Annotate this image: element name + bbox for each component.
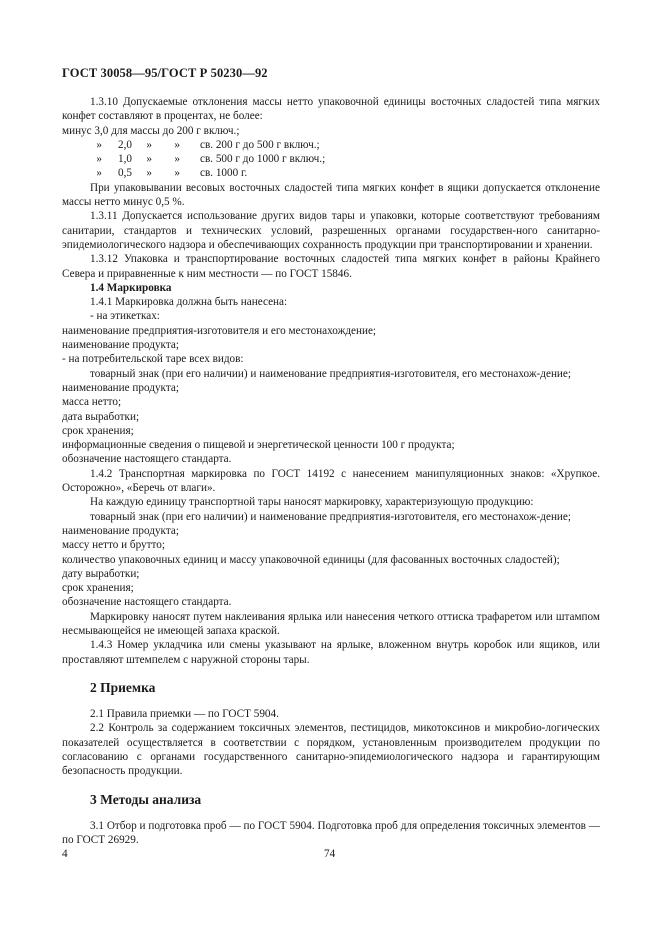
list-item: масса нетто; xyxy=(62,396,122,409)
ditto-mark: » xyxy=(96,167,102,180)
deviation-value: 0,5 xyxy=(118,167,132,180)
ditto-mark: » xyxy=(174,167,180,180)
deviation-line-1: минус 3,0 для массы до 200 г включ.; xyxy=(62,124,240,137)
ditto-mark: » xyxy=(96,153,102,166)
ditto-mark: » xyxy=(174,153,180,166)
paragraph-2-2: 2.2 Контроль за содержанием токсичных элементов, пестицидов, микотоксинов и микробио-логических показателей осуществляется в соответствии с порядком, установленным производителем продукции по согласованию с органами государственного санитарно-эпидемиологического надзора и гарантирующим безопасность продукции. xyxy=(62,722,600,778)
list-item: информационные сведения о пищевой и энергетической ценности 100 г продукта; xyxy=(62,439,455,452)
deviation-row xyxy=(62,166,600,180)
list-item: дата выработки; xyxy=(62,410,140,423)
mass-range: св. 500 г до 1000 г включ.; xyxy=(200,153,326,166)
paragraph-weighing: При упаковывании весовых восточных сладостей типа мягких конфет в ящики допускается отклонение массы нетто минус 0,5 %. xyxy=(62,181,600,209)
paragraph-1-3-11: 1.3.11 Допускается использование других видов тары и упаковки, которые соответствуют требованиям санитарии, стандартов и технических условий, разрешенных органами государствен-ного санитарно-эпидемиологического надзора и обеспечивающих сохранность продукции при транспортировании и хранении. xyxy=(62,210,600,251)
list-item: наименование продукта; xyxy=(62,339,179,352)
section-3-title: 3 Методы анализа xyxy=(90,791,202,807)
paragraph-3-1: 3.1 Отбор и подготовка проб — по ГОСТ 5904. Подготовка проб для определения токсичных элементов — по ГОСТ 26929. xyxy=(62,819,600,847)
list-item: - на потребительской таре всех видов: xyxy=(62,353,244,366)
list-item: товарный знак (при его наличии) и наименование предприятия-изготовителя, его местонахож-дение; xyxy=(90,367,571,380)
list-item: массу нетто и брутто; xyxy=(62,539,165,552)
list-item: наименование продукта; xyxy=(62,381,179,394)
document-header: ГОСТ 30058—95/ГОСТ Р 50230—92 xyxy=(62,66,268,80)
mass-range: св. 1000 г. xyxy=(200,167,248,180)
list-item: срок хранения; xyxy=(62,582,134,595)
ditto-mark: » xyxy=(146,138,152,151)
ditto-mark: » xyxy=(174,138,180,151)
page-number-center: 74 xyxy=(324,848,336,860)
list-item: наименование продукта; xyxy=(62,524,179,537)
paragraph-1-4-1: 1.4.1 Маркировка должна быть нанесена: xyxy=(90,296,288,309)
list-item: количество упаковочных единиц и массу упаковочной единицы (для фасованных восточных сладостей); xyxy=(62,553,560,566)
list-item: обозначение настоящего стандарта. xyxy=(62,596,232,609)
mass-range: св. 200 г до 500 г включ.; xyxy=(200,138,320,151)
list-item: дату выработки; xyxy=(62,567,140,580)
list-item: обозначение настоящего стандарта. xyxy=(62,453,232,466)
ditto-mark: » xyxy=(96,138,102,151)
deviation-row xyxy=(62,138,600,152)
list-item: товарный знак (при его наличии) и наименование предприятия-изготовителя, его местонахож-дение; xyxy=(90,510,571,523)
list-item: - на этикетках: xyxy=(90,310,160,323)
list-item: срок хранения; xyxy=(62,424,134,437)
section-2-title: 2 Приемка xyxy=(90,679,156,695)
deviation-value: 1,0 xyxy=(118,153,132,166)
paragraph-transport: На каждую единицу транспортной тары наносят маркировку, характеризующую продукцию: xyxy=(90,496,534,509)
paragraph-1-4-2: 1.4.2 Транспортная маркировка по ГОСТ 14192 с нанесением манипуляционных знаков: «Хрупкое. Осторожно», «Беречь от влаги». xyxy=(62,467,600,495)
paragraph-2-1: 2.1 Правила приемки — по ГОСТ 5904. xyxy=(90,708,279,721)
paragraph-label: Маркировку наносят путем наклеивания ярлыка или нанесения четкого оттиска трафаретом или штампом несмывающейся не имеющей запаха краской. xyxy=(62,610,600,637)
paragraph-1-4-3: 1.4.3 Номер укладчика или смены указывают на ярлыке, вложенном внутрь коробок или ящиков, или проставляют штемпелем с наружной стороны тары. xyxy=(62,639,600,666)
subsection-1-4-title: 1.4 Маркировка xyxy=(90,281,172,294)
deviation-value: 2,0 xyxy=(118,138,132,151)
paragraph-1-3-12: 1.3.12 Упаковка и транспортирование восточных сладостей типа мягких конфет в районы Крайнего Севера и приравненные к ним местности — по ГОСТ 15846. xyxy=(62,253,600,280)
paragraph-1-3-10: 1.3.10 Допускаемые отклонения массы нетто упаковочной единицы восточных сладостей типа мягких конфет составляют в процентах, не более: xyxy=(62,96,600,123)
list-item: наименование предприятия-изготовителя и его местонахождение; xyxy=(62,324,377,337)
document-body xyxy=(62,95,600,848)
ditto-mark: » xyxy=(146,167,152,180)
deviation-row xyxy=(62,152,600,166)
page-number-left: 4 xyxy=(62,848,68,860)
ditto-mark: » xyxy=(146,153,152,166)
